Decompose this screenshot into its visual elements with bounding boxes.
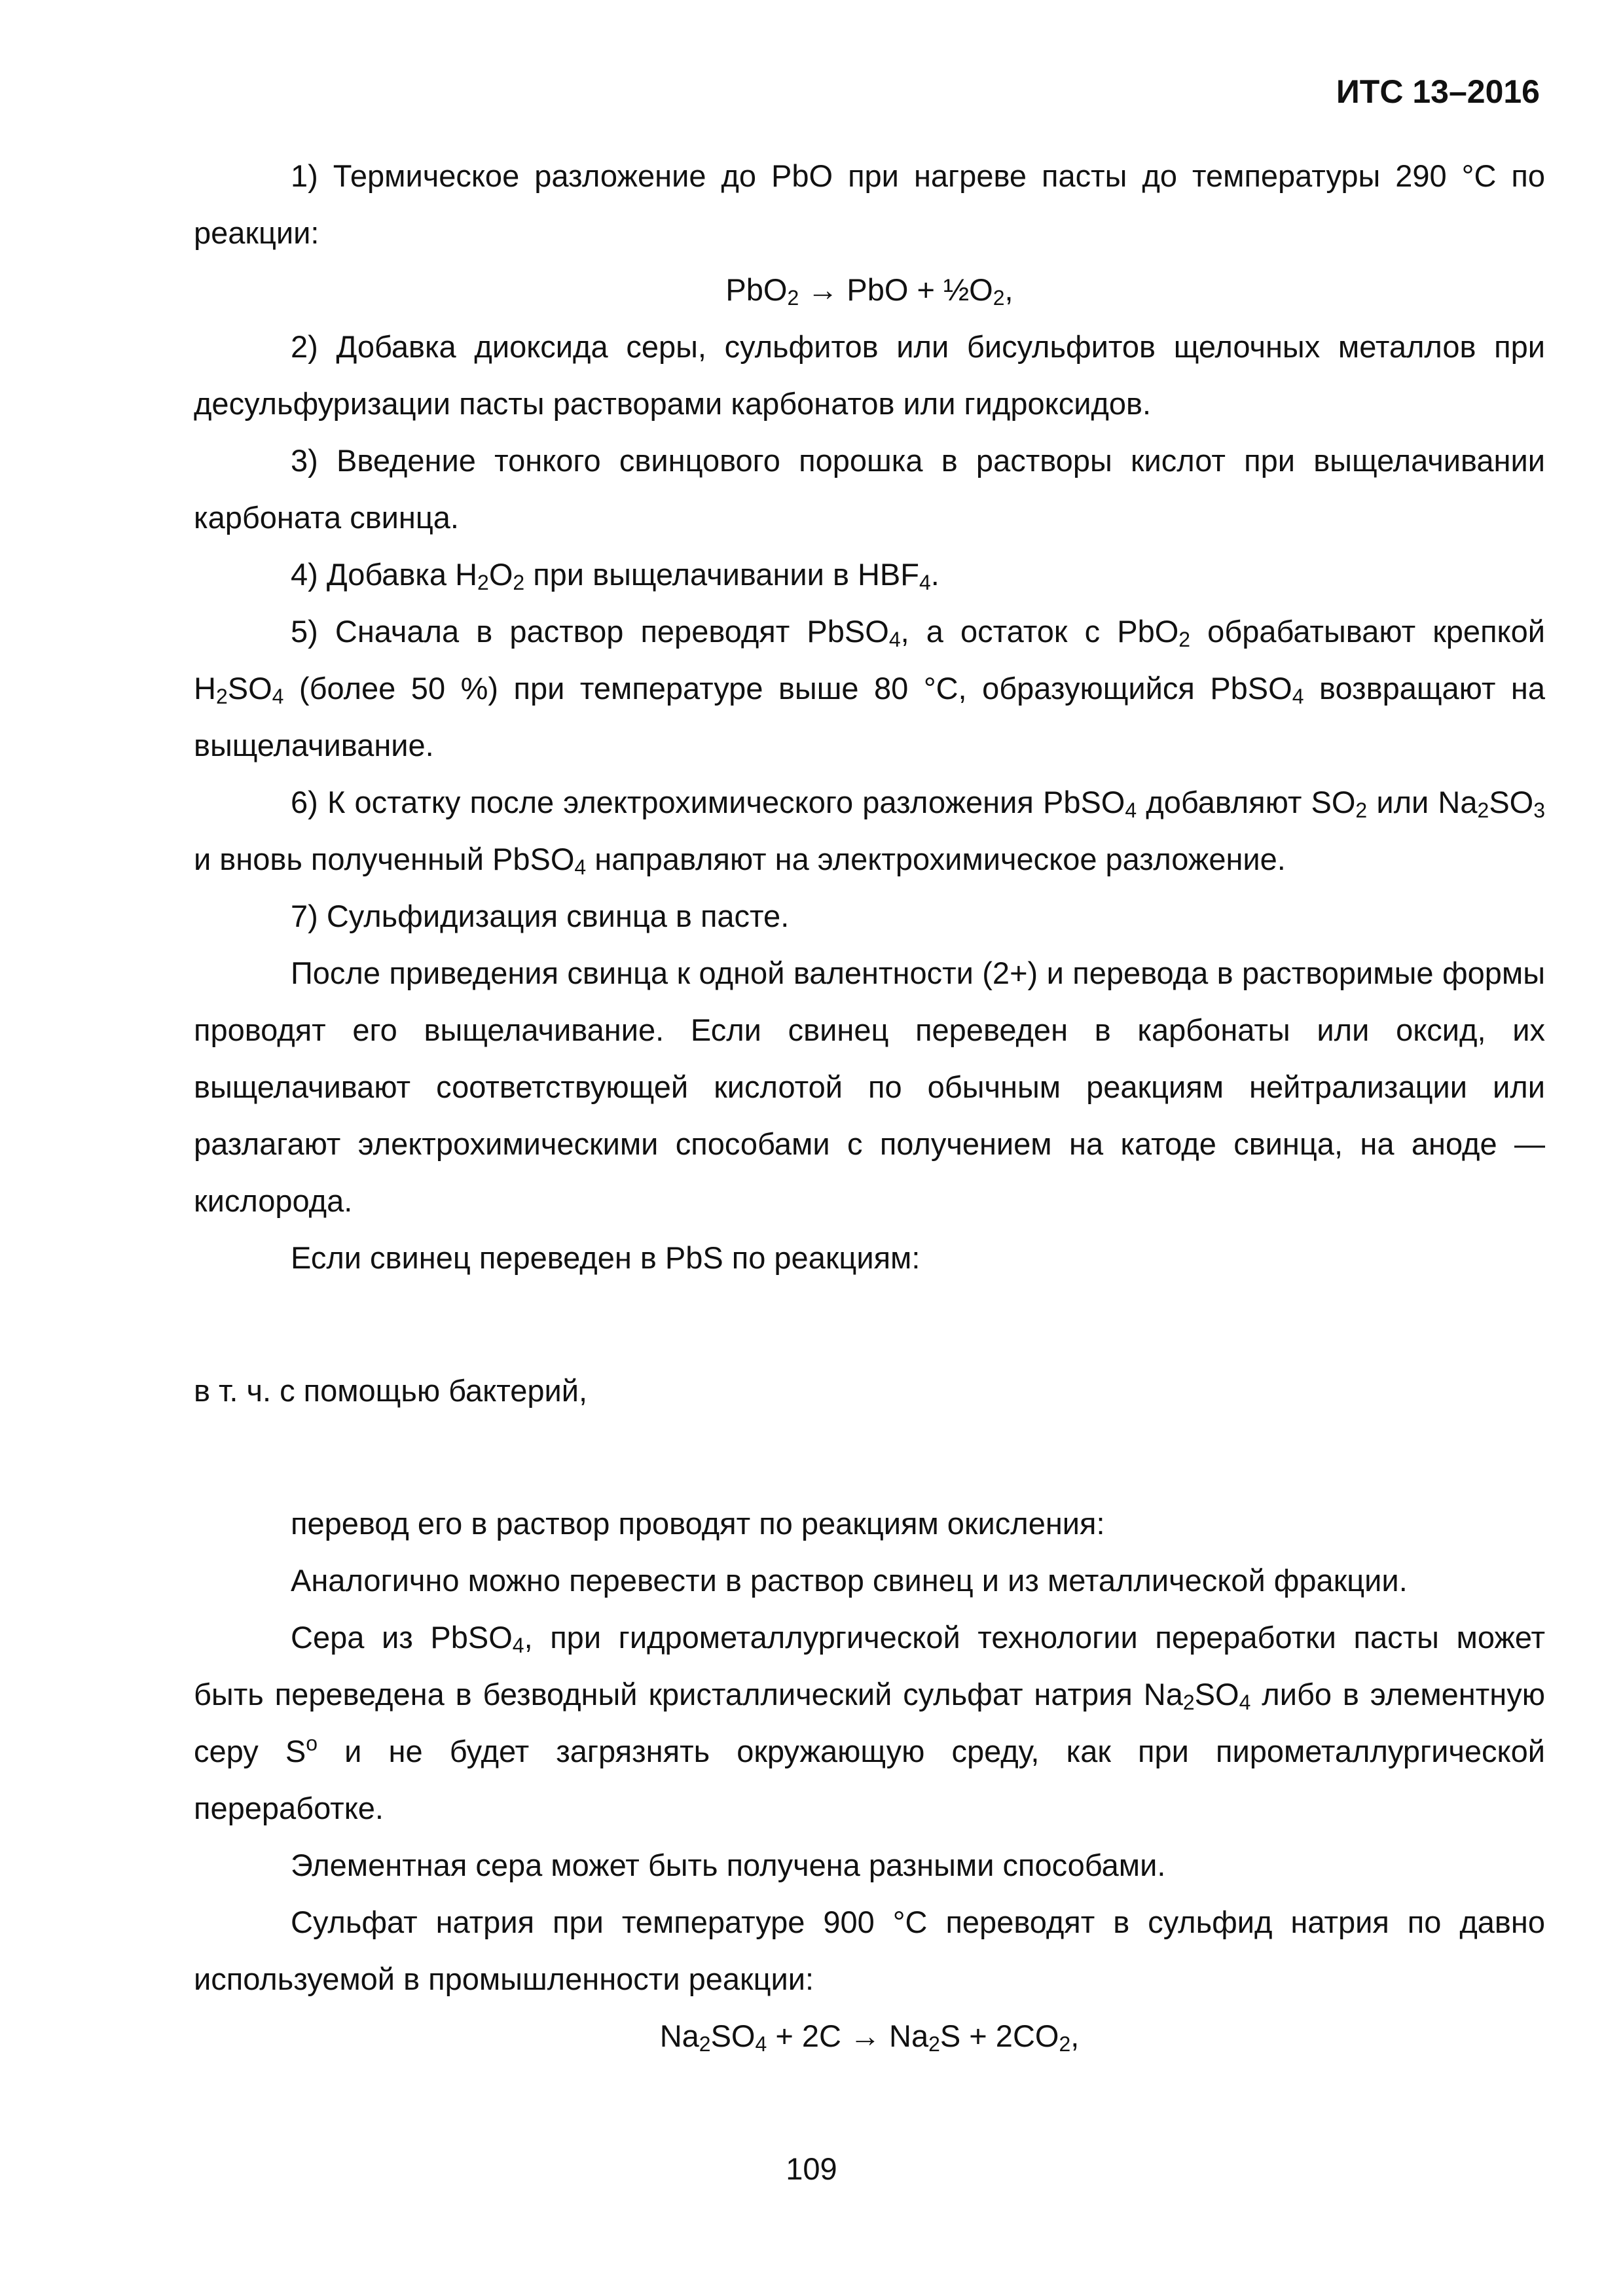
paragraph-14: Элементная сера может быть получена разными способами. xyxy=(291,1848,1166,1882)
paragraph-11: перевод его в раствор проводят по реакциям окисления: xyxy=(291,1506,1105,1541)
paragraph-7: 7) Сульфидизация свинца в пасте. xyxy=(291,899,790,933)
formula-gap-2 xyxy=(194,1419,1545,1495)
formula-sodium-sulfate-reduction: $Na_2SO_4 + 2C \to Na_2S + 2CO_2$, xyxy=(659,2018,1080,2056)
paragraph-12: Аналогично можно перевести в раствор свинец и из металлической фракции. xyxy=(291,1563,1408,1598)
paragraph-3: 3) Введение тонкого свинцового порошка в растворы кислот при выщелачивании карбоната свинца. xyxy=(194,443,1545,535)
paragraph-1: 1) Термическое разложение до PbO при нагреве пасты до температуры 290 °С по реакции: xyxy=(194,158,1545,250)
paragraph-5: 5) Сначала в раствор переводят PbSO$_4$, а остаток с PbO$_2$ обрабатывают крепкой $H_2SO_4$ (более 50 %) при температуре выше 80 °С, образующийся PbSO$_4$ возвращают на выщелачивание. xyxy=(194,614,1545,762)
paragraph-15: Сульфат натрия при температуре 900 °С переводят в сульфид натрия по давно используемой в промышленности реакции: xyxy=(194,1905,1545,1996)
formula-gap-1 xyxy=(194,1286,1545,1362)
paragraph-4: 4) Добавка $H_2O_2$ при выщелачивании в $HBF_4$. xyxy=(291,557,939,595)
paragraph-10: в т. ч. с помощью бактерий, xyxy=(194,1373,588,1408)
paragraph-6: 6) К остатку после электрохимического разложения PbSO$_4$ добавляют $SO_2$ или $Na_2SO_3$ и вновь полученный PbSO$_4$ направляют на электрохимическое разложение. xyxy=(194,785,1546,880)
paragraph-2: 2) Добавка диоксида серы, сульфитов или бисульфитов щелочных металлов при десульфуризации пасты растворами карбонатов или гидроксидов. xyxy=(194,329,1545,421)
page-number: 109 xyxy=(786,2151,837,2186)
document-code-header: ИТС 13–2016 xyxy=(1336,73,1540,110)
formula-pbo2-decomposition: PbO$_2$ → PbO + $\frac{1}{2}O_2$, xyxy=(725,272,1013,310)
paragraph-8: После приведения свинца к одной валентности (2+) и перевода в растворимые формы проводят его выщелачивание. Если свинец переведен в карбонаты или оксид, их выщелачивают соответствующей кислотой по обычным реакциям нейтрализации или разлагают электрохимическими способами с получением на катоде свинца, на аноде — кислорода. xyxy=(194,956,1545,1218)
paragraph-9: Если свинец переведен в PbS по реакциям: xyxy=(291,1240,921,1275)
document-body xyxy=(194,147,1545,2064)
paragraph-13: Сера из PbSO$_4$, при гидрометаллургической технологии переработки пасты может быть переведена в безводный кристаллический сульфат натрия $Na_2SO_4$ либо в элементную серу $S^o$ и не будет загрязнять окружающую среду, как при пирометаллургической переработке. xyxy=(194,1620,1545,1825)
